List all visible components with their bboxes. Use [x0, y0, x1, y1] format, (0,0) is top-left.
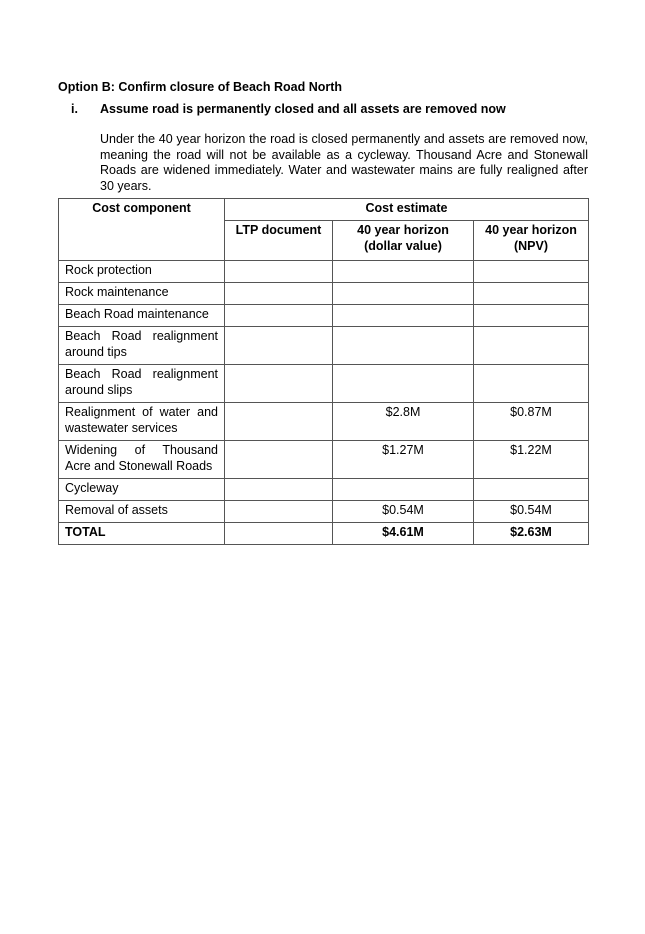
row-component: Rock maintenance: [59, 283, 225, 305]
table-row: [59, 441, 589, 479]
row-npv: [474, 327, 589, 365]
row-npv: $1.22M: [474, 441, 589, 479]
row-component: Rock protection: [59, 261, 225, 283]
row-npv: $0.87M: [474, 403, 589, 441]
row-component: Beach Road realignment around tips: [59, 327, 225, 365]
table-row: [59, 403, 589, 441]
row-component: Realignment of water and wastewater services: [59, 403, 225, 441]
total-row: [59, 523, 589, 545]
description-paragraph: Under the 40 year horizon the road is closed permanently and assets are removed now, meaning the road will not be available as a cycleway. Thousand Acre and Stonewall Roads are widened immediately. Water and wastewater mains are fully realigned after 30 years.: [100, 132, 588, 193]
table-row: [59, 365, 589, 403]
row-component: Widening of Thousand Acre and Stonewall Roads: [59, 441, 225, 479]
row-npv: [474, 365, 589, 403]
row-ltp: [225, 283, 333, 305]
total-dollar: $4.61M: [333, 523, 474, 545]
total-ltp: [225, 523, 333, 545]
row-component: Removal of assets: [59, 501, 225, 523]
table-row: [59, 327, 589, 365]
section-heading: Option B: Confirm closure of Beach Road North: [58, 80, 343, 94]
row-ltp: [225, 261, 333, 283]
header-40yr-npv: 40 year horizon (NPV): [474, 221, 589, 261]
row-npv: [474, 261, 589, 283]
header-40yr-dollar: 40 year horizon (dollar value): [333, 221, 474, 261]
row-ltp: [225, 501, 333, 523]
subsection-number: i.: [71, 102, 78, 116]
row-dollar: [333, 479, 474, 501]
row-dollar: [333, 305, 474, 327]
row-component: Cycleway: [59, 479, 225, 501]
row-npv: [474, 283, 589, 305]
row-dollar: $2.8M: [333, 403, 474, 441]
row-ltp: [225, 441, 333, 479]
subsection-title: Assume road is permanently closed and all assets are removed now: [100, 102, 506, 116]
table-row: [59, 261, 589, 283]
row-dollar: [333, 327, 474, 365]
row-ltp: [225, 305, 333, 327]
row-dollar: [333, 365, 474, 403]
row-ltp: [225, 403, 333, 441]
row-component: Beach Road realignment around slips: [59, 365, 225, 403]
subsection-heading: [71, 102, 506, 116]
header-cost-estimate: Cost estimate: [225, 199, 589, 221]
row-ltp: [225, 327, 333, 365]
row-dollar: [333, 261, 474, 283]
row-dollar: $0.54M: [333, 501, 474, 523]
total-npv: $2.63M: [474, 523, 589, 545]
row-npv: $0.54M: [474, 501, 589, 523]
table-row: [59, 283, 589, 305]
row-dollar: $1.27M: [333, 441, 474, 479]
row-ltp: [225, 365, 333, 403]
total-label: TOTAL: [59, 523, 225, 545]
row-npv: [474, 305, 589, 327]
header-ltp-document: LTP document: [225, 221, 333, 261]
header-cost-component: Cost component: [59, 199, 225, 261]
row-npv: [474, 479, 589, 501]
row-component: Beach Road maintenance: [59, 305, 225, 327]
row-ltp: [225, 479, 333, 501]
table-row: [59, 501, 589, 523]
table-row: [59, 305, 589, 327]
table-row: [59, 479, 589, 501]
row-dollar: [333, 283, 474, 305]
cost-table: [58, 198, 589, 545]
